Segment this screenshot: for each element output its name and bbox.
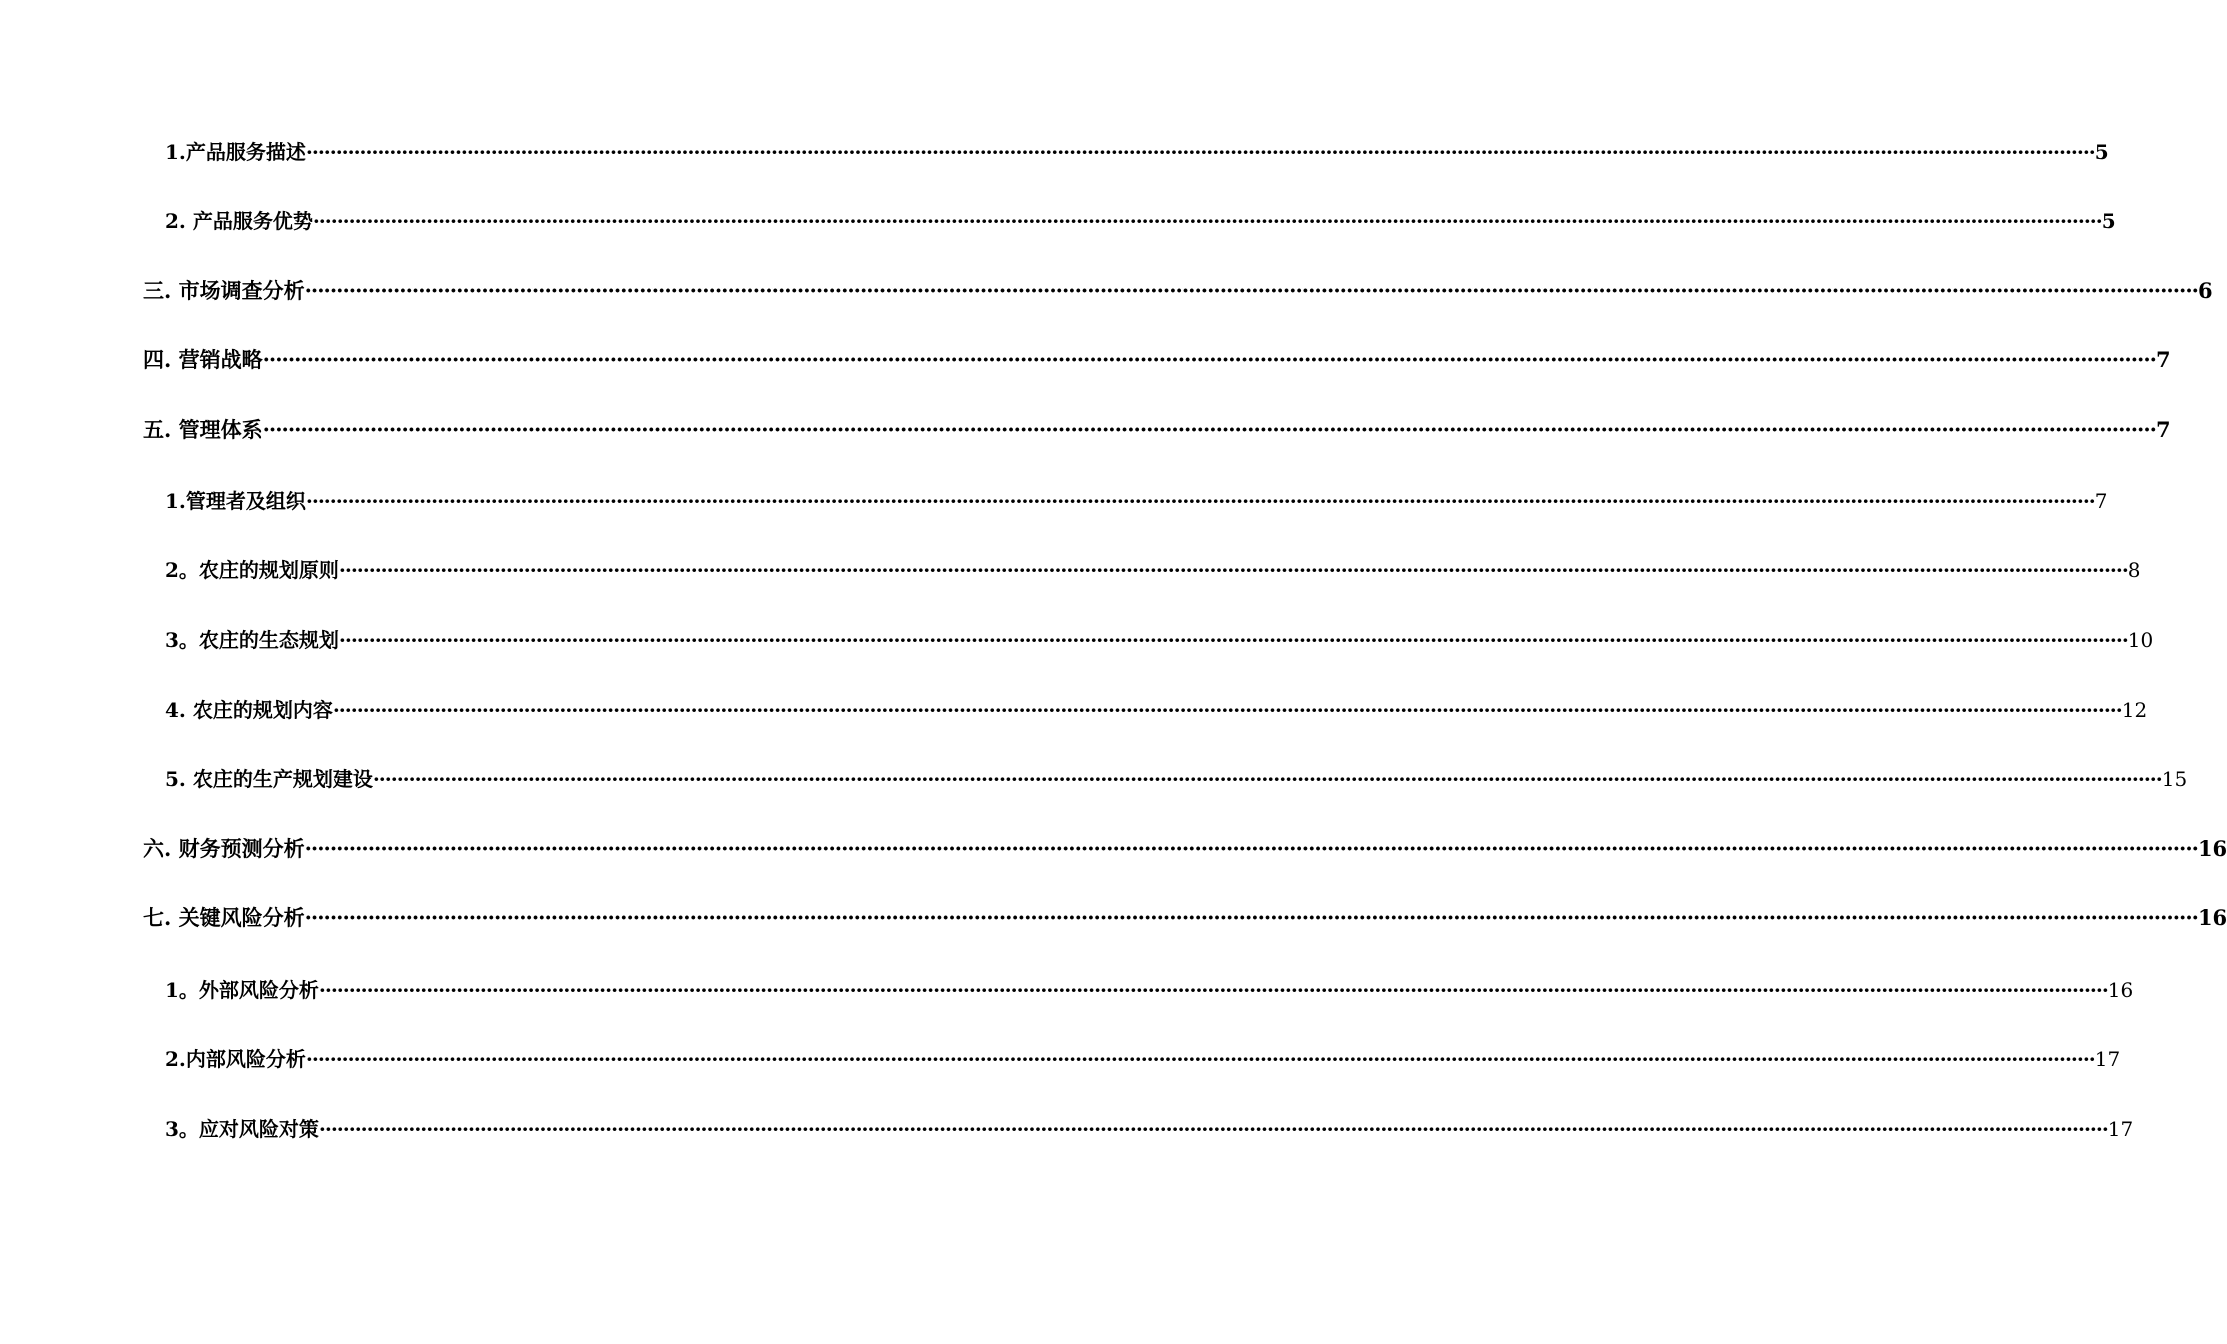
toc-entry-label: 1.产品服务描述: [165, 140, 306, 164]
toc-entry-label: 2. 产品服务优势: [165, 209, 313, 233]
toc-entry: [165, 136, 2109, 168]
toc-leader-dots: ············································································································································································································································································································: [318, 1117, 2108, 1141]
toc-entry-page: 5: [2101, 209, 2116, 233]
toc-entry-page: 17: [2094, 1047, 2121, 1071]
toc-entry-label: 4. 农庄的规划内容: [165, 698, 333, 722]
toc-entry: [165, 974, 2134, 1006]
toc-entry: [165, 205, 2116, 237]
toc-entry: [165, 1043, 2121, 1075]
toc-entry: [165, 763, 2188, 795]
toc-entry-label: 六. 财务预测分析: [143, 836, 305, 861]
toc-entry: [165, 624, 2154, 656]
toc-entry: [165, 485, 2108, 517]
toc-entry-page: 10: [2127, 628, 2154, 652]
toc-entry-label: 四. 营销战略: [143, 347, 263, 372]
toc-entry-label: 七. 关键风险分析: [143, 905, 305, 930]
toc-entry: [143, 902, 2227, 934]
toc-entry-label: 3。农庄的生态规划: [165, 628, 339, 652]
toc-leader-dots: ············································································································································································································································································································: [338, 558, 2128, 582]
toc-entry-page: 16: [2107, 978, 2134, 1002]
toc-entry-page: 7: [2155, 347, 2171, 372]
toc-leader-dots: ············································································································································································································································································································: [304, 905, 2198, 930]
toc-entry-label: 1.管理者及组织: [165, 489, 306, 513]
toc-leader-dots: ············································································································································································································································································································: [318, 978, 2108, 1002]
toc-entry-label: 2。农庄的规划原则: [165, 558, 339, 582]
toc-leader-dots: ············································································································································································································································································································: [372, 767, 2162, 791]
toc-entry: [143, 344, 2171, 376]
toc-leader-dots: ············································································································································································································································································································: [305, 140, 2095, 164]
toc-entry-label: 三. 市场调查分析: [143, 278, 305, 303]
toc-leader-dots: ············································································································································································································································································································: [305, 489, 2095, 513]
toc-entry: [165, 1113, 2134, 1145]
toc-entry: [143, 275, 2213, 307]
toc-entry-page: 16: [2197, 836, 2227, 861]
toc-entry-page: 8: [2127, 558, 2141, 582]
toc-entry: [143, 414, 2171, 446]
toc-entry-page: 6: [2197, 278, 2213, 303]
toc-leader-dots: ············································································································································································································································································································: [338, 628, 2128, 652]
toc-leader-dots: ············································································································································································································································································································: [305, 1047, 2095, 1071]
toc-entry-page: 17: [2107, 1117, 2134, 1141]
toc-leader-dots: ············································································································································································································································································································: [262, 417, 2156, 442]
toc-leader-dots: ············································································································································································································································································································: [304, 278, 2198, 303]
toc-entry-label: 5. 农庄的生产规划建设: [165, 767, 373, 791]
toc-entry-label: 五. 管理体系: [143, 417, 263, 442]
toc-entry-page: 7: [2155, 417, 2171, 442]
toc-entry-page: 16: [2197, 905, 2227, 930]
toc-entry-page: 7: [2094, 489, 2108, 513]
toc-entry: [165, 694, 2148, 726]
toc-entry-label: 3。应对风险对策: [165, 1117, 319, 1141]
toc-leader-dots: ············································································································································································································································································································: [262, 347, 2156, 372]
toc-entry: [165, 554, 2141, 586]
toc-entry-label: 2.内部风险分析: [165, 1047, 306, 1071]
toc-leader-dots: ············································································································································································································································································································: [332, 698, 2122, 722]
toc-entry: [143, 833, 2227, 865]
toc-entry-page: 5: [2094, 140, 2109, 164]
toc-entry-page: 15: [2161, 767, 2188, 791]
toc-entry-label: 1。外部风险分析: [165, 978, 319, 1002]
toc-leader-dots: ············································································································································································································································································································: [304, 836, 2198, 861]
toc-leader-dots: ············································································································································································································································································································: [312, 209, 2102, 233]
toc-entry-page: 12: [2121, 698, 2148, 722]
